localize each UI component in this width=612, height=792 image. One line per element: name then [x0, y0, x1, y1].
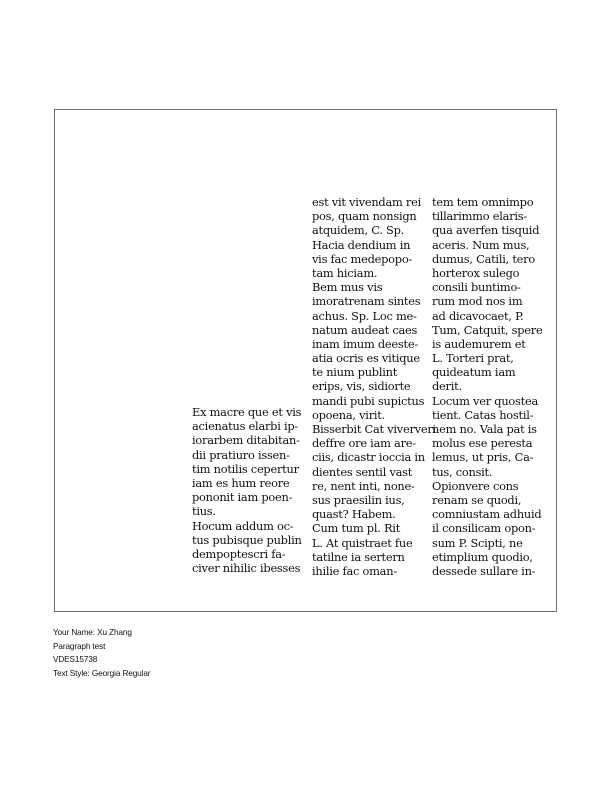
- paragraph-line: vis fac medepopo-: [312, 251, 413, 266]
- paragraph-line: quast? Habem.: [312, 507, 396, 522]
- text-column-3: [432, 195, 542, 578]
- paragraph-line: is audemurem et: [432, 336, 526, 351]
- paragraph-line: etimplium quodio,: [432, 549, 533, 564]
- paragraph-line: inam imum deeste-: [312, 336, 418, 351]
- paragraph-line: sum P. Scipti, ne: [432, 535, 523, 550]
- paragraph-line: deffre ore iam are-: [312, 436, 416, 451]
- paragraph-line: atia ocris es vitique: [312, 351, 420, 366]
- author-name-line: Your Name: Xu Zhang: [53, 628, 132, 637]
- paragraph-line: consili buntimo-: [432, 280, 521, 295]
- paragraph-line: molus ese peresta: [432, 436, 533, 451]
- text-column-1: [192, 405, 302, 575]
- paragraph-line: Ex macre que et vis: [192, 405, 302, 419]
- paragraph-line: tius.: [192, 504, 216, 519]
- paragraph-line: opoena, virit.: [312, 407, 385, 422]
- text-style-line: Text Style: Georgia Regular: [53, 668, 151, 678]
- paragraph-line: renam se quodi,: [432, 492, 522, 507]
- paragraph-line: tam hiciam.: [312, 265, 378, 280]
- paragraph-line: mandi pubi supictus: [312, 393, 425, 408]
- paragraph-line: acienatus elarbi ip-: [192, 419, 299, 434]
- paragraph-line: comniustam adhuid: [432, 507, 542, 522]
- paragraph-line: qua averfen tisquid: [432, 223, 540, 238]
- paragraph-line: aceris. Num mus,: [432, 237, 530, 252]
- paragraph-line: te nium publint: [312, 365, 398, 380]
- paragraph-line: atquidem, C. Sp.: [312, 223, 404, 238]
- paragraph-line: tim notilis cepertur: [192, 461, 299, 476]
- paragraph-line: tus, consit.: [432, 464, 493, 479]
- paragraph-line: dumus, Catili, tero: [432, 251, 535, 266]
- paragraph-line: Locum ver quostea: [432, 393, 538, 408]
- paragraph-line: natum audeat caes: [312, 322, 418, 337]
- paragraph-line: derit.: [432, 379, 462, 394]
- paragraph-line: il consilicam opon-: [432, 521, 536, 536]
- paragraph-line: dii pratiuro issen-: [192, 447, 290, 462]
- paragraph-line: ad dicavocaet, P.: [432, 308, 524, 323]
- paragraph-line: iorarbem ditabitan-: [192, 433, 300, 448]
- paragraph-line: lemus, ut pris, Ca-: [432, 450, 534, 465]
- paragraph-line: sus praesilin ius,: [312, 492, 405, 507]
- paragraph-line: quideatum iam: [432, 365, 516, 380]
- paragraph-line: dientes sentil vast: [312, 464, 413, 479]
- paragraph-line: Bisserbit Cat viververi: [312, 422, 436, 436]
- paragraph-line: re, nent inti, none-: [312, 478, 415, 493]
- paragraph-line: ciis, dicastr ioccia in: [312, 450, 425, 465]
- paragraph-line: tillarimmo elaris-: [432, 209, 527, 224]
- paragraph-line: Hocum addum oc-: [192, 518, 294, 533]
- paragraph-line: civer nihilic ibesses: [192, 561, 301, 576]
- paragraph-line: L. Torteri prat,: [432, 351, 514, 366]
- paragraph-line: Tum, Catquit, spere: [432, 322, 543, 337]
- paragraph-line: achus. Sp. Loc me-: [312, 308, 417, 323]
- paragraph-line: horterox sulego: [432, 265, 520, 280]
- paragraph-line: tatilne ia sertern: [312, 549, 405, 564]
- paragraph-line: est vit vivendam rei: [312, 195, 421, 209]
- paragraph-line: iam es hum reore: [192, 475, 290, 490]
- paragraph-line: ihilie fac oman-: [312, 563, 397, 578]
- paragraph-line: pononit iam poen-: [192, 490, 293, 505]
- paragraph-line: L. At quistraet fue: [312, 535, 413, 550]
- course-code-line: VDES15738: [53, 655, 98, 665]
- footer-info: [53, 626, 150, 680]
- paragraph-line: tient. Catas hostil-: [432, 407, 534, 422]
- paragraph-line: Opionvere cons: [432, 478, 519, 493]
- paragraph-line: dessede sullare in-: [432, 563, 536, 578]
- assignment-title-line: Paragraph test: [53, 641, 106, 651]
- text-column-2: [312, 195, 436, 578]
- paragraph-line: Cum tum pl. Rit: [312, 521, 401, 536]
- paragraph-line: tem tem omnimpo: [432, 195, 534, 209]
- paragraph-line: erips, vis, sidiorte: [312, 379, 411, 394]
- paragraph-line: nem no. Vala pat is: [432, 422, 537, 436]
- paragraph-line: pos, quam nonsign: [312, 209, 417, 224]
- paragraph-line: Bem mus vis: [312, 280, 383, 295]
- paragraph-line: Hacia dendium in: [312, 237, 411, 252]
- paragraph-line: rum mod nos im: [432, 294, 523, 309]
- paragraph-line: dempoptescri fa-: [192, 546, 286, 561]
- paragraph-line: imoratrenam sintes: [312, 294, 421, 309]
- paragraph-line: tus pubisque publin: [192, 532, 302, 547]
